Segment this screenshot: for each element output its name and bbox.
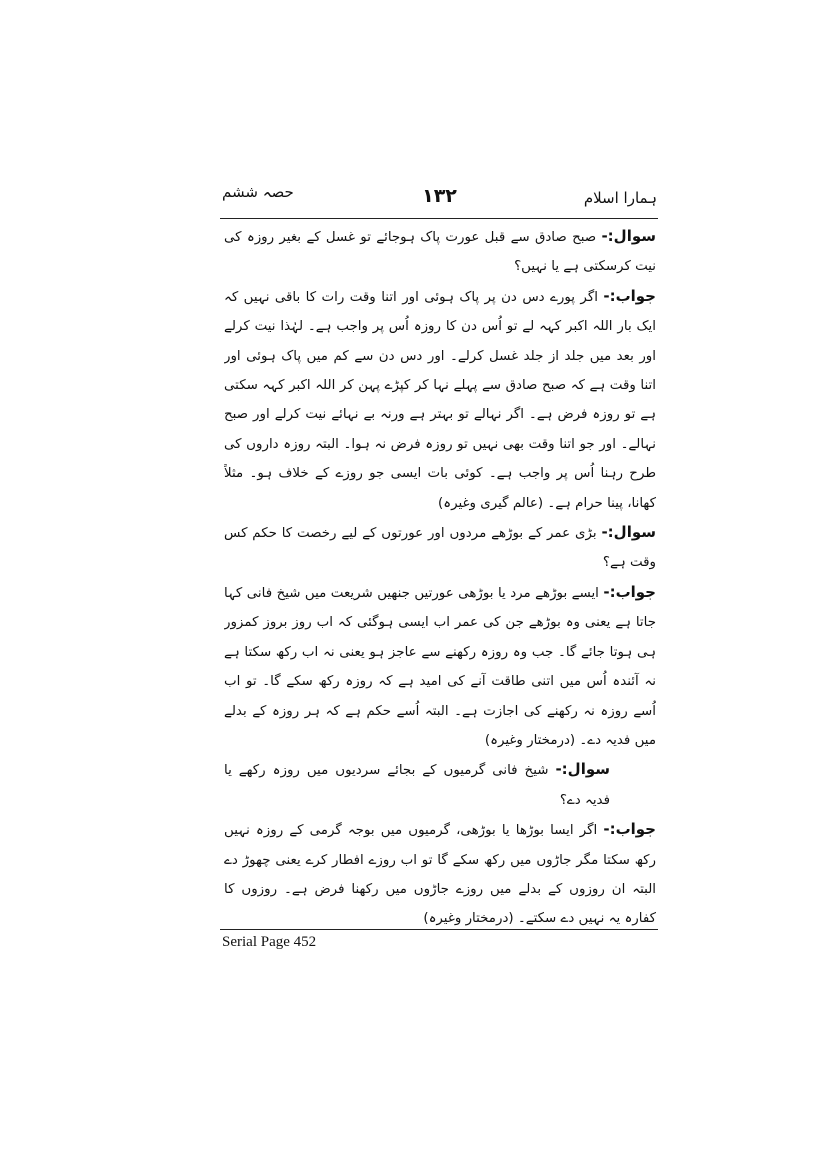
question-label: سوال:- xyxy=(601,227,656,245)
answer-text: اگر پورے دس دن پر پاک ہوئی اور اتنا وقت رات کا باقی نہیں کہ ایک بار اللہ اکبر کہہ لے تو اُس دن کا روزہ اُس پر واجب ہے۔ لہٰذا نیت کرلے اور بعد میں جلد از جلد غسل کرلے۔ اور دس دن سے کم میں پاک ہوئی اور اتنا وقت ہے کہ صبح صادق سے پہلے نہا کر کپڑے پہن کر اللہ اکبر کہہ سکتی ہے تو روزہ فرض ہے۔ اگر نہالے تو بہتر ہے ورنہ بے نہائے نیت کرلے اور صبح نہالے۔ اور جو اتنا وقت بھی نہیں تو روزہ فرض نہ ہوا۔ البتہ روزہ داروں کی طرح رہنا اُس پر واجب ہے۔ کوئی بات ایسی جو روزے کے خلاف ہو۔ مثلاً کھانا، پینا حرام ہے۔ (عالم گیری وغیرہ) xyxy=(224,289,656,511)
question-paragraph xyxy=(224,518,656,578)
question-label: سوال:- xyxy=(601,523,656,542)
page-header xyxy=(222,183,657,217)
question-label: سوال:- xyxy=(555,760,610,779)
question-paragraph xyxy=(224,755,656,815)
page-body xyxy=(224,222,656,930)
answer-label: جواب:- xyxy=(603,820,656,839)
answer-text: اگر ایسا بوڑھا یا بوڑھی، گرمیوں میں بوجہ گرمی کے روزہ نہیں رکھ سکتا مگر جاڑوں میں رکھ سکے گا تو اب روزے افطار کرے یعنی چھوڑ دے البتہ ان روزوں کے بدلے میں روزے جاڑوں میں رکھنا فرض ہے۔ روزوں کا کفارہ یہ نہیں دے سکتے۔ (درمختار وغیرہ) xyxy=(224,823,656,927)
answer-paragraph xyxy=(224,282,656,518)
book-title: ہمارا اسلام xyxy=(583,189,657,207)
question-paragraph xyxy=(224,222,656,282)
answer-paragraph xyxy=(224,815,656,930)
question-text: شیخ فانی گرمیوں کے بجائے سردیوں میں روزہ رکھے یا فدیہ دے؟ xyxy=(224,763,610,808)
question-text: بڑی عمر کے بوڑھے مردوں اور عورتوں کے لیے رخصت کا حکم کس وقت ہے؟ xyxy=(224,526,656,571)
section-label: حصہ ششم xyxy=(222,183,294,201)
answer-label: جواب:- xyxy=(603,286,656,305)
header-divider xyxy=(220,218,658,219)
answer-paragraph xyxy=(224,578,656,755)
page-number: ۱۳۲ xyxy=(422,185,457,207)
footer-divider xyxy=(220,929,658,930)
question-text: صبح صادق سے قبل عورت پاک ہوجائے تو غسل کے بغیر روزہ کی نیت کرسکتی ہے یا نہیں؟ xyxy=(224,230,656,275)
answer-text: ایسے بوڑھے مرد یا بوڑھی عورتیں جنھیں شریعت میں شیخ فانی کہا جاتا ہے یعنی وہ بوڑھے جن کی عمر اب ایسی ہوگئی کہ اب روز بروز کمزور ہی ہوتا جائے گا۔ جب وہ روزہ رکھنے سے عاجز ہو یعنی نہ اب رکھ سکتا ہے نہ آئندہ اُس میں اتنی طاقت آنے کی امید ہے کہ روزہ رکھ سکے گا۔ تو اب اُسے روزہ نہ رکھنے کی اجازت ہے۔ البتہ اُسے حکم ہے کہ ہر روزہ کے بدلے میں فدیہ دے۔ (درمختار وغیرہ) xyxy=(224,585,656,748)
answer-label: جواب:- xyxy=(603,582,656,601)
serial-page-label: Serial Page 452 xyxy=(222,934,317,950)
